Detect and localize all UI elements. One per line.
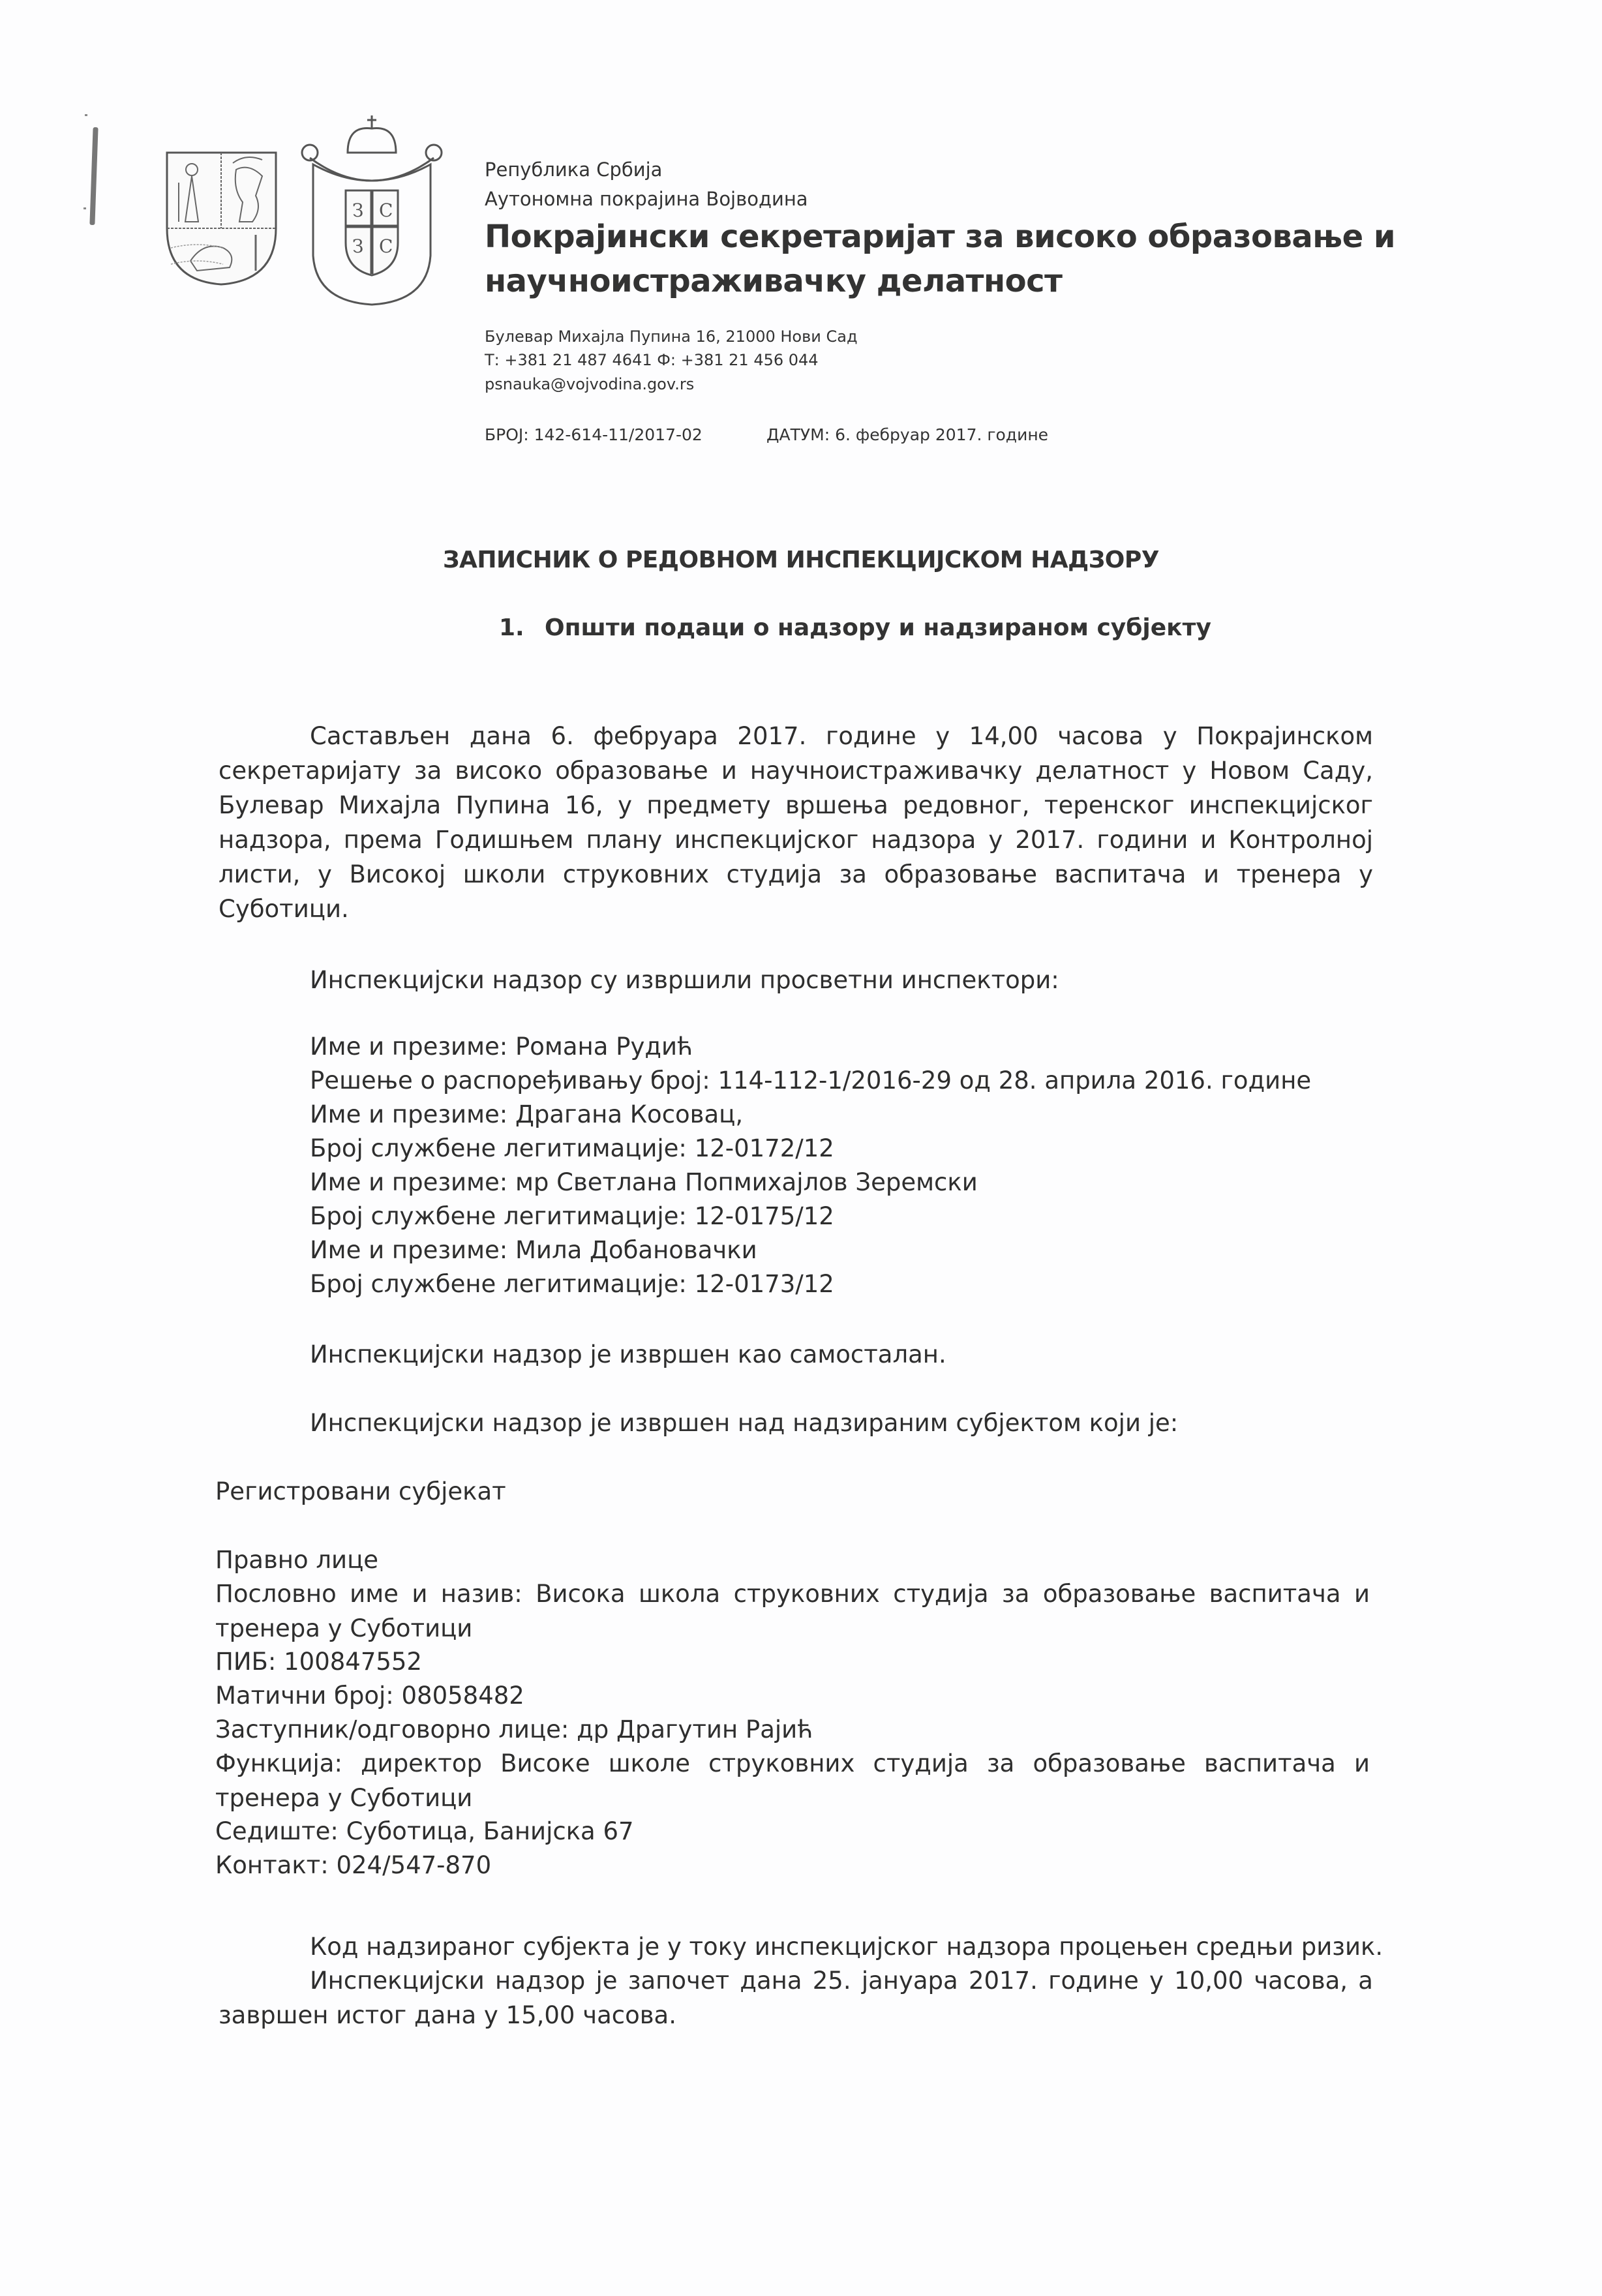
subject-legal-form: Правно лице [215,1546,379,1574]
inspectors-intro: Инспекцијски надзор су извршили просветни инспектори: [310,966,1059,994]
letterhead-province: Аутономна покрајина Војводина [485,188,808,210]
subject-function: Функција: директор Високе школе струковних студија за образовање васпитача и тренера у Суботици [215,1749,1370,1812]
section-number: 1. [499,614,524,641]
svg-text:З: З [352,200,364,221]
inspector-name: Име и презиме: мр Светлана Попмихајлов Зеремски [310,1168,978,1196]
inspector-id: Решење о распоређивању број: 114-112-1/2016-29 од 28. априла 2016. године [310,1066,1312,1095]
subject-seat: Седиште: Суботица, Банијска 67 [215,1817,634,1845]
subject-statement: Инспекцијски надзор је извршен над надзираним субјектом који је: [310,1409,1179,1437]
letterhead-country: Република Србија [485,159,663,181]
subject-business-name: Пословно име и назив: Висока школа струковних студија за образовање васпитача и тренера у Суботици [215,1580,1370,1642]
mode-statement: Инспекцијски надзор је извршен као самосталан. [310,1340,946,1368]
intro-paragraph: Састављен дана 6. фебруара 2017. године у 14,00 часова у Покрајинском секретаријату за високо образовање и научноистраживачку делатност у Новом Саду, Булевар Михајла Пупина 16, у предмету вршења редовног, теренског инспекцијског надзора, према Годишњем плану инспекцијског надзора у 2017. години и Контролној листи, у Високој школи струковних студија за образовање васпитача и тренера у Суботици. [219,722,1373,923]
scan-margin-mark [89,127,98,225]
section-heading [499,614,1211,641]
scan-speck [83,207,86,209]
section-title: Општи подаци о надзору и надзираном субјекту [545,614,1211,641]
risk-statement: Код надзираног субјекта је у току инспекцијског надзора процењен средњи ризик. [310,1933,1383,1961]
inspector-name: Име и презиме: Мила Добановачки [310,1236,757,1264]
letterhead-address: Булевар Михајла Пупина 16, 21000 Нови Сад [485,327,858,346]
inspector-id: Број службене легитимације: 12-0173/12 [310,1270,834,1298]
timing-statement: Инспекцијски надзор је започет дана 25. јануара 2017. године у 10,00 часова, а завршен истог дана у 15,00 часова. [219,1967,1373,2029]
subject-representative: Заступник/одговорно лице: др Драгутин Рајић [215,1715,813,1744]
subject-type: Регистровани субјекат [215,1477,506,1505]
subject-registration-number: Матични број: 08058482 [215,1682,524,1710]
letterhead-phone-fax: Т: +381 21 487 4641 Ф: +381 21 456 044 [485,351,819,369]
subject-contact: Контакт: 024/547-870 [215,1851,492,1879]
letterhead-institution-line1: Покрајински секретаријат за високо образовање и [485,219,1396,255]
inspector-name: Име и презиме: Драгана Косовац, [310,1100,744,1128]
document-title: ЗАПИСНИК О РЕДОВНОМ ИНСПЕКЦИЈСКОМ НАДЗОРУ [442,547,1160,573]
inspector-id: Број службене легитимације: 12-0172/12 [310,1134,834,1162]
vojvodina-coat-of-arms-icon [164,150,279,287]
serbia-coat-of-arms-icon [297,112,447,308]
svg-text:С: С [379,235,393,257]
letterhead-institution-line2: научноистраживачку делатност [485,263,1063,299]
reference-date: ДАТУМ: 6. фебруар 2017. године [766,425,1049,444]
svg-text:С: С [379,200,393,221]
inspector-id: Број службене легитимације: 12-0175/12 [310,1202,834,1230]
svg-text:З: З [352,235,364,257]
letterhead-email[interactable]: psnauka@vojvodina.gov.rs [485,375,695,393]
subject-pib: ПИБ: 100847552 [215,1648,422,1676]
scan-speck [85,114,87,116]
inspector-name: Име и презиме: Романа Рудић [310,1033,693,1061]
reference-number: БРОЈ: 142-614-11/2017-02 [485,425,703,444]
